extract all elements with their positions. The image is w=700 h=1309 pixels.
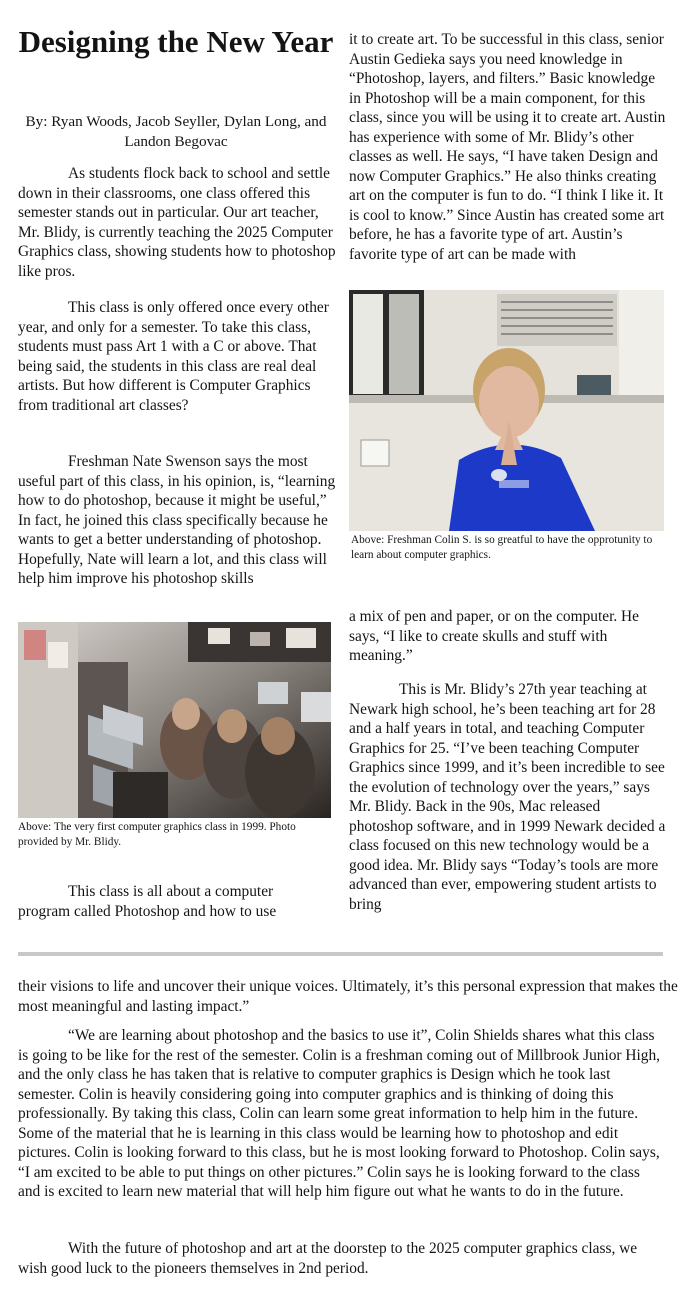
left-paragraph-4: This class is all about a computer program called Photoshop and how to use <box>18 883 277 920</box>
left-paragraph-3: Freshman Nate Swenson says the most useful part of this class, in his opinion, is, “learning how to do photoshop, because it might be useful,” In fact, he joined this class specifically because he wants to get a better understanding of photoshop. Hopefully, Nate will learn a lot, and this class will help him improve his photoshop skills <box>18 453 336 587</box>
article-byline: By: Ryan Woods, Jacob Seyller, Dylan Long, and Landon Begovac <box>25 113 327 150</box>
article-title: Designing the New Year <box>18 24 334 59</box>
right-paragraph-1: it to create art. To be successful in this class, senior Austin Gedieka says you need knowledge in “Photoshop, layers, and filters.” Basic knowledge in Photoshop will be a main component, for this class, since you will be using it to create art. Austin has experience with some of Mr. Blidy’s other classes as well. He says, “I have taken Design and now Computer Graphics.” He also thinks creating art on the computer is fun to do. “I think I like it. It is cool to know.” Since Austin has created some art before, he has a favorite type of art. Austin’s favorite type of art can be made with <box>349 31 666 263</box>
right-paragraph-3: This is Mr. Blidy’s 27th year teaching at Newark high school, he’s been teaching art for 28 and a half years in total, and teaching Computer Graphics for 25. “I’ve been teaching Computer Graphics since 1999, and it’s been incredible to see the evolution of technology over the years,” says Mr. Blidy. Back in the 90s, Mac released photoshop software, and in 1999 Newark decided a class focused on this new technology would be a good idea. Mr. Blidy says “Today’s tools are more advanced than ever, empowering student artists to bring <box>349 681 666 913</box>
bottom-paragraph-2: “We are learning about photoshop and the basics to use it”, Colin Shields shares what this class is going to be like for the rest of the semester. Colin is a freshman coming out of Millbrook Junior High, and the only class he has taken that is relative to computer graphics is Design which he took last semester. Colin is heavily considering going into computer graphics and is thinking of doing this professionally. By taking this class, Colin can learn some great information to help him in the future. Some of the material that he is learning in this class would be learning how to photoshop and edit pictures. Colin is looking forward to this class, but he is most looking forward to Photoshop. Colin says, “I am excited to be able to put things on other pictures.” Colin says he is looking forward to the class and is excited to learn new material that will help him figure out what he wants to do in the future. <box>18 1027 661 1200</box>
left-paragraph-2: This class is only offered once every other year, and only for a semester. To take this class, students must pass Art 1 with a C or above. That being said, the students in this class are real deal artists. But how different is Computer Graphics from traditional art classes? <box>18 299 329 414</box>
bottom-paragraph-3: With the future of photoshop and art at the doorstep to the 2025 computer graphics class, we wish good luck to the pioneers themselves in 2nd period. <box>18 1240 638 1277</box>
right-paragraph-2: a mix of pen and paper, or on the computer. He says, “I like to create skulls and stuff with meaning.” <box>349 608 640 664</box>
classroom-1999-photo <box>18 622 331 818</box>
caption-student-photo: Above: Freshman Colin S. is so greatful to have the opprotunity to learn about computer graphics. <box>351 534 653 561</box>
bottom-paragraph-1: their visions to life and uncover their unique voices. Ultimately, it’s this personal expression that makes the most meaningful and lasting impact.” <box>18 978 678 1015</box>
caption-1999-photo: Above: The very first computer graphics class in 1999. Photo provided by Mr. Blidy. <box>18 821 296 848</box>
left-paragraph-1: As students flock back to school and settle down in their classrooms, one class offered this semester stands out in particular. Our art teacher, Mr. Blidy, is currently teaching the 2025 Computer Graphics class, showing students how to photoshop like pros. <box>18 165 336 280</box>
section-divider <box>18 952 663 956</box>
student-colin-photo <box>349 290 664 531</box>
